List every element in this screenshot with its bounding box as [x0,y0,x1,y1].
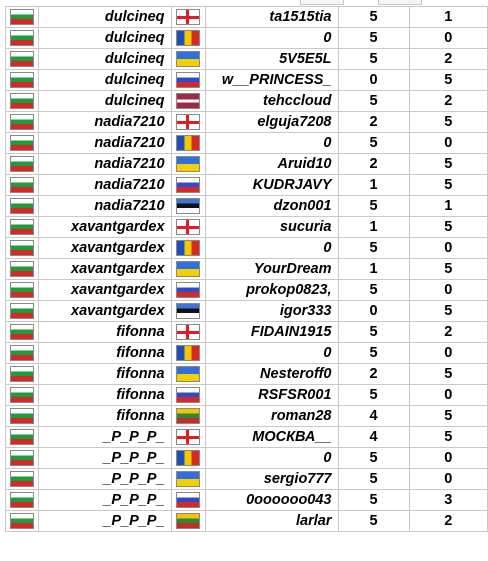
table-row [6,196,488,217]
opponent-name-cell[interactable]: roman28 [206,406,338,427]
lithuania-flag-icon [176,408,200,424]
flag-cell[interactable] [171,70,205,91]
player-name-cell[interactable]: nadia7210 [38,175,171,196]
player-score-cell[interactable]: 0 [338,70,409,91]
opponent-score-cell[interactable]: 0 [409,385,487,406]
flag-cell[interactable] [6,196,39,217]
opponent-score-cell[interactable]: 5 [409,175,487,196]
georgia-flag-icon [176,9,200,25]
flag-cell[interactable] [6,427,39,448]
bulgaria-flag-icon [10,324,34,340]
player-name-cell[interactable]: xavantgardex [38,259,171,280]
player-name-cell[interactable]: _P_P_P_ [38,448,171,469]
table-row [6,238,488,259]
flag-cell[interactable] [171,511,205,532]
bulgaria-flag-icon [10,9,34,25]
bulgaria-flag-icon [10,492,34,508]
table-row [6,427,488,448]
table-row [6,28,488,49]
player-score-cell[interactable]: 5 [338,469,409,490]
opponent-score-cell[interactable]: 0 [409,448,487,469]
ukraine-flag-icon [176,261,200,277]
opponent-name-cell[interactable]: sergio777 [206,469,338,490]
estonia-flag-icon [176,303,200,319]
player-score-cell[interactable]: 2 [338,112,409,133]
bulgaria-flag-icon [10,219,34,235]
player-score-cell[interactable]: 1 [338,175,409,196]
player-score-cell[interactable]: 5 [338,133,409,154]
table-row [6,406,488,427]
flag-cell[interactable] [6,280,39,301]
player-name-cell[interactable]: _P_P_P_ [38,490,171,511]
match-results-grid [5,6,488,532]
flag-cell[interactable] [171,154,205,175]
estonia-flag-icon [176,198,200,214]
bulgaria-flag-icon [10,471,34,487]
flag-cell[interactable] [171,112,205,133]
bulgaria-flag-icon [10,513,34,529]
bulgaria-flag-icon [10,345,34,361]
flag-cell[interactable] [6,175,39,196]
georgia-flag-icon [176,219,200,235]
bulgaria-flag-icon [10,114,34,130]
opponent-score-cell[interactable]: 0 [409,343,487,364]
column-resize-handle[interactable] [300,0,344,5]
player-score-cell[interactable]: 5 [338,91,409,112]
opponent-name-cell[interactable]: sucuria [206,217,338,238]
player-name-cell[interactable]: nadia7210 [38,112,171,133]
opponent-score-cell[interactable]: 5 [409,70,487,91]
opponent-score-cell[interactable]: 3 [409,490,487,511]
opponent-score-cell[interactable]: 0 [409,469,487,490]
opponent-score-cell[interactable]: 5 [409,301,487,322]
player-name-cell[interactable]: _P_P_P_ [38,469,171,490]
opponent-score-cell[interactable]: 1 [409,196,487,217]
player-score-cell[interactable]: 5 [338,49,409,70]
bulgaria-flag-icon [10,429,34,445]
opponent-name-cell[interactable]: 0 [206,28,338,49]
flag-cell[interactable] [171,91,205,112]
opponent-name-cell[interactable]: 5V5E5L [206,49,338,70]
moldova-flag-icon [176,240,200,256]
russia-flag-icon [176,387,200,403]
opponent-score-cell[interactable]: 5 [409,217,487,238]
flag-cell[interactable] [6,91,39,112]
flag-cell[interactable] [171,427,205,448]
flag-cell[interactable] [171,28,205,49]
table-row [6,91,488,112]
table-row [6,175,488,196]
flag-cell[interactable] [6,406,39,427]
player-name-cell[interactable]: dulcineq [38,7,171,28]
bulgaria-flag-icon [10,303,34,319]
flag-cell[interactable] [6,112,39,133]
table-row [6,217,488,238]
flag-cell[interactable] [6,469,39,490]
opponent-name-cell[interactable]: elguja7208 [206,112,338,133]
table-row [6,70,488,91]
table-row [6,322,488,343]
flag-cell[interactable] [171,7,205,28]
opponent-name-cell[interactable]: igor333 [206,301,338,322]
player-name-cell[interactable]: fifonna [38,385,171,406]
player-score-cell[interactable]: 5 [338,385,409,406]
top-edge [0,0,488,5]
flag-cell[interactable] [171,196,205,217]
bulgaria-flag-icon [10,387,34,403]
player-score-cell[interactable]: 5 [338,280,409,301]
ukraine-flag-icon [176,366,200,382]
table-row [6,490,488,511]
opponent-name-cell[interactable]: Nesteroff0 [206,364,338,385]
player-score-cell[interactable]: 4 [338,427,409,448]
table-row [6,7,488,28]
grid-body [6,7,488,532]
bulgaria-flag-icon [10,177,34,193]
player-score-cell[interactable]: 5 [338,448,409,469]
georgia-flag-icon [176,429,200,445]
opponent-score-cell[interactable]: 2 [409,49,487,70]
flag-cell[interactable] [6,70,39,91]
flag-cell[interactable] [6,448,39,469]
table-row [6,49,488,70]
flag-cell[interactable] [171,301,205,322]
georgia-flag-icon [176,324,200,340]
bulgaria-flag-icon [10,135,34,151]
opponent-name-cell[interactable]: МОСКВА__ [206,427,338,448]
table-row [6,280,488,301]
player-score-cell[interactable]: 5 [338,343,409,364]
table-row [6,301,488,322]
opponent-score-cell[interactable]: 2 [409,322,487,343]
russia-flag-icon [176,282,200,298]
flag-cell[interactable] [6,385,39,406]
player-score-cell[interactable]: 5 [338,28,409,49]
table-row [6,259,488,280]
flag-cell[interactable] [6,154,39,175]
player-score-cell[interactable]: 1 [338,259,409,280]
flag-cell[interactable] [6,259,39,280]
opponent-name-cell[interactable]: prokop0823, [206,280,338,301]
table-row [6,448,488,469]
column-resize-handle[interactable] [378,0,422,5]
bulgaria-flag-icon [10,450,34,466]
opponent-name-cell[interactable]: RSFSR001 [206,385,338,406]
flag-cell[interactable] [171,385,205,406]
russia-flag-icon [176,492,200,508]
moldova-flag-icon [176,345,200,361]
latvia-flag-icon [176,93,200,109]
opponent-name-cell[interactable]: w__PRINCESS_ [206,70,338,91]
ukraine-flag-icon [176,156,200,172]
flag-cell[interactable] [171,238,205,259]
player-name-cell[interactable]: nadia7210 [38,196,171,217]
player-name-cell[interactable]: nadia7210 [38,154,171,175]
table-row [6,364,488,385]
opponent-name-cell[interactable]: YourDream [206,259,338,280]
opponent-name-cell[interactable]: KUDRJAVY [206,175,338,196]
flag-cell[interactable] [171,448,205,469]
player-name-cell[interactable]: dulcineq [38,49,171,70]
opponent-score-cell[interactable]: 0 [409,28,487,49]
flag-cell[interactable] [171,364,205,385]
opponent-name-cell[interactable]: tehccloud [206,91,338,112]
table-row [6,511,488,532]
flag-cell[interactable] [6,238,39,259]
flag-cell[interactable] [6,7,39,28]
bulgaria-flag-icon [10,156,34,172]
flag-cell[interactable] [6,343,39,364]
flag-cell[interactable] [6,49,39,70]
player-score-cell[interactable]: 2 [338,364,409,385]
table-row [6,133,488,154]
bulgaria-flag-icon [10,93,34,109]
opponent-name-cell[interactable]: 0 [206,133,338,154]
russia-flag-icon [176,177,200,193]
player-name-cell[interactable]: _P_P_P_ [38,511,171,532]
player-name-cell[interactable]: nadia7210 [38,133,171,154]
flag-cell[interactable] [6,301,39,322]
moldova-flag-icon [176,135,200,151]
player-score-cell[interactable]: 5 [338,490,409,511]
opponent-score-cell[interactable]: 5 [409,154,487,175]
flag-cell[interactable] [171,259,205,280]
flag-cell[interactable] [171,280,205,301]
ukraine-flag-icon [176,51,200,67]
player-score-cell[interactable]: 5 [338,196,409,217]
opponent-name-cell[interactable]: 0oooooo043 [206,490,338,511]
bulgaria-flag-icon [10,282,34,298]
bulgaria-flag-icon [10,198,34,214]
opponent-score-cell[interactable]: 2 [409,511,487,532]
opponent-score-cell[interactable]: 1 [409,7,487,28]
opponent-score-cell[interactable]: 5 [409,364,487,385]
opponent-score-cell[interactable]: 0 [409,280,487,301]
opponent-name-cell[interactable]: FIDAIN1915 [206,322,338,343]
flag-cell[interactable] [6,217,39,238]
lithuania-flag-icon [176,513,200,529]
player-score-cell[interactable]: 5 [338,322,409,343]
opponent-score-cell[interactable]: 5 [409,406,487,427]
table-row [6,385,488,406]
player-score-cell[interactable]: 5 [338,238,409,259]
flag-cell[interactable] [171,490,205,511]
opponent-name-cell[interactable]: 0 [206,343,338,364]
table-row [6,154,488,175]
flag-cell[interactable] [171,322,205,343]
player-name-cell[interactable]: dulcineq [38,91,171,112]
player-name-cell[interactable]: xavantgardex [38,280,171,301]
flag-cell[interactable] [171,406,205,427]
opponent-name-cell[interactable]: larlar [206,511,338,532]
player-name-cell[interactable]: fifonna [38,343,171,364]
flag-cell[interactable] [171,49,205,70]
table-row [6,343,488,364]
flag-cell[interactable] [6,490,39,511]
bulgaria-flag-icon [10,51,34,67]
player-score-cell[interactable]: 5 [338,7,409,28]
opponent-score-cell[interactable]: 2 [409,91,487,112]
bulgaria-flag-icon [10,261,34,277]
opponent-name-cell[interactable]: dzon001 [206,196,338,217]
player-name-cell[interactable]: xavantgardex [38,217,171,238]
bulgaria-flag-icon [10,408,34,424]
player-score-cell[interactable]: 1 [338,217,409,238]
opponent-score-cell[interactable]: 5 [409,259,487,280]
opponent-score-cell[interactable]: 5 [409,112,487,133]
player-name-cell[interactable]: dulcineq [38,28,171,49]
flag-cell[interactable] [6,133,39,154]
russia-flag-icon [176,72,200,88]
flag-cell[interactable] [171,175,205,196]
player-name-cell[interactable]: dulcineq [38,70,171,91]
player-name-cell[interactable]: fifonna [38,322,171,343]
table-row [6,112,488,133]
flag-cell[interactable] [171,217,205,238]
flag-cell[interactable] [6,28,39,49]
flag-cell[interactable] [171,343,205,364]
ukraine-flag-icon [176,471,200,487]
georgia-flag-icon [176,114,200,130]
player-name-cell[interactable]: _P_P_P_ [38,427,171,448]
player-name-cell[interactable]: fifonna [38,406,171,427]
opponent-name-cell[interactable]: ta1515tia [206,7,338,28]
player-name-cell[interactable]: fifonna [38,364,171,385]
opponent-name-cell[interactable]: Aruid10 [206,154,338,175]
player-name-cell[interactable]: xavantgardex [38,238,171,259]
player-score-cell[interactable]: 0 [338,301,409,322]
opponent-score-cell[interactable]: 0 [409,238,487,259]
opponent-name-cell[interactable]: 0 [206,238,338,259]
opponent-score-cell[interactable]: 5 [409,427,487,448]
player-score-cell[interactable]: 5 [338,511,409,532]
flag-cell[interactable] [6,322,39,343]
opponent-name-cell[interactable]: 0 [206,448,338,469]
flag-cell[interactable] [171,133,205,154]
table-row [6,469,488,490]
flag-cell[interactable] [6,511,39,532]
flag-cell[interactable] [6,364,39,385]
moldova-flag-icon [176,450,200,466]
bulgaria-flag-icon [10,72,34,88]
flag-cell[interactable] [171,469,205,490]
bulgaria-flag-icon [10,30,34,46]
player-name-cell[interactable]: xavantgardex [38,301,171,322]
opponent-score-cell[interactable]: 0 [409,133,487,154]
moldova-flag-icon [176,30,200,46]
player-score-cell[interactable]: 4 [338,406,409,427]
bulgaria-flag-icon [10,366,34,382]
bulgaria-flag-icon [10,240,34,256]
player-score-cell[interactable]: 2 [338,154,409,175]
